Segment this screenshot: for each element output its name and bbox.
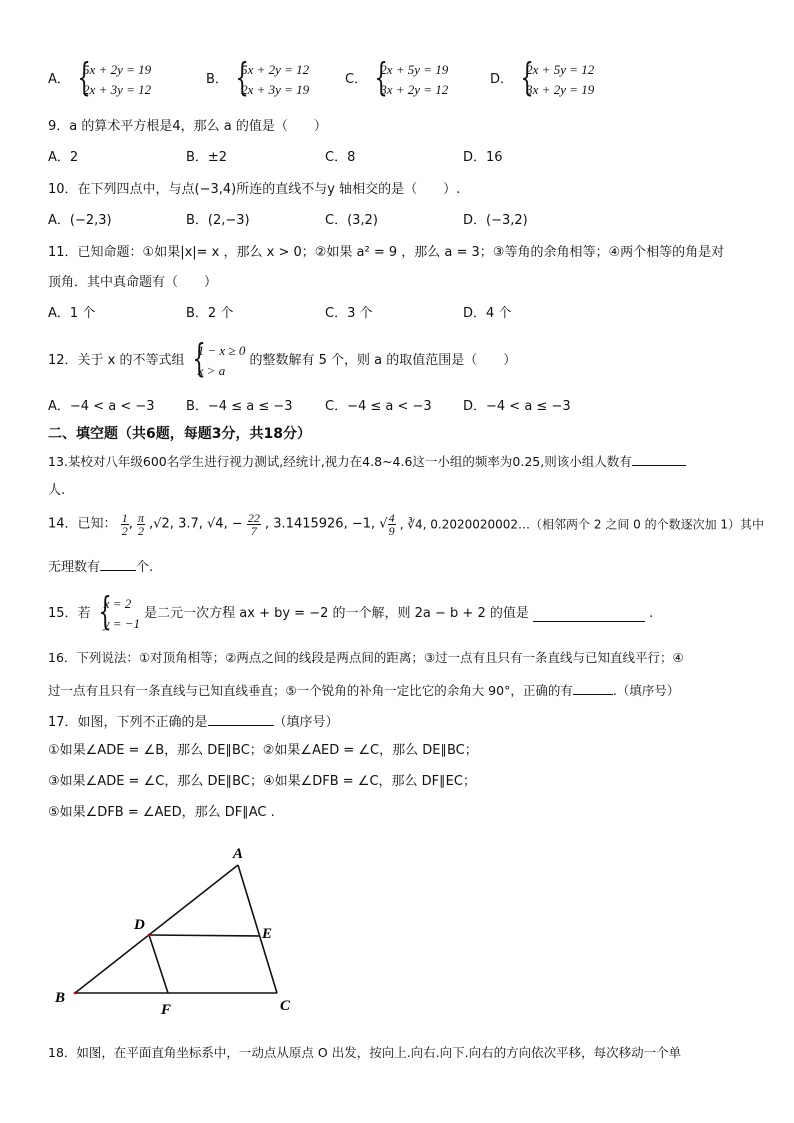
q12-option-a[interactable]: A．−4 < a < −3 bbox=[48, 399, 155, 414]
label-b: B bbox=[55, 990, 66, 1006]
label-a: A bbox=[233, 846, 244, 862]
q17-answer-blank[interactable] bbox=[208, 711, 274, 726]
q10-option-c[interactable]: C．(3,2) bbox=[325, 213, 378, 228]
sqrt-sign-icon: √ bbox=[379, 516, 388, 532]
label-e: E bbox=[262, 926, 273, 942]
fraction-22-7: $\frac{22}{7}$ bbox=[247, 511, 260, 538]
q14-stem: 14．已知： $\frac{1}{2}$ , $\frac{\pi}{2}$ ,√2, 3.7, √4, − $\frac{22}{7}$ , 3.1415926, −1, √ $\frac{4}{9}$ , ∛4, 0.2020020002…（相邻两个 2 之间 0 的个数逐次加 1）其中 bbox=[48, 511, 765, 538]
q11-option-c[interactable]: C．3 个 bbox=[325, 306, 373, 321]
geometry-figure bbox=[40, 840, 320, 1020]
q9-option-a[interactable]: A．2 bbox=[48, 150, 79, 165]
q8-option-b[interactable]: B． { 5x + 2y = 12 2x + 3y = 19 bbox=[206, 60, 309, 100]
section-heading: 二、填空题（共6题，每题3分，共18分） bbox=[48, 426, 311, 442]
label-d: D bbox=[134, 917, 145, 933]
label-f: F bbox=[161, 1002, 172, 1018]
q15-solution-system: { x = 2 y = −1 bbox=[95, 594, 140, 634]
q16-answer-blank[interactable] bbox=[573, 680, 613, 695]
q13-answer-blank[interactable] bbox=[632, 451, 686, 466]
fraction-4-9: $\frac{4}{9}$ bbox=[388, 511, 395, 538]
q9-stem: 9．a 的算术平方根是4，那么 a 的值是（ ） bbox=[48, 119, 327, 134]
q11-stem-line1: 11．已知命题：①如果|x|= x ，那么 x > 0；②如果 a² = 9 ，那么 a = 3；③等角的余角相等；④两个相等的角是对 bbox=[48, 245, 725, 260]
fraction-pi-2: $\frac{\pi}{2}$ bbox=[137, 511, 144, 538]
q13-stem: 13.某校对八年级600名学生进行视力测试,经统计,视力在4.8~4.6这一小组的频率为0.25,则该小组人数有 bbox=[48, 451, 686, 471]
q15-stem: 15．若 { x = 2 y = −1 是二元一次方程 ax + by = −2 的一个解，则 2a − b + 2 的值是 . bbox=[48, 594, 653, 634]
q17-statement-line3: ⑤如果∠DFB = ∠AED，那么 DF∥AC . bbox=[48, 805, 275, 820]
q11-option-d[interactable]: D．4 个 bbox=[463, 306, 512, 321]
q18-stem-line1: 18．如图，在平面直角坐标系中，一动点从原点 O 出发，按向上.向右.向下.向右的方向依次平移，每次移动一个单 bbox=[48, 1045, 682, 1060]
q16-stem-line1: 16．下列说法：①对顶角相等；②两点之间的线段是两点间的距离；③过一点有且只有一条直线与已知直线平行；④ bbox=[48, 650, 684, 665]
q12-option-d[interactable]: D．−4 < a ≤ −3 bbox=[463, 399, 571, 414]
q17-stem: 17．如图，下列不正确的是 （填序号） bbox=[48, 711, 339, 732]
segment-df bbox=[149, 935, 168, 993]
q14-stem-line2: 无理数有 个. bbox=[48, 556, 153, 577]
point-d-dot bbox=[148, 934, 151, 937]
q8-a-system: { 5x + 2y = 19 2x + 3y = 12 bbox=[74, 60, 151, 100]
q9-option-d[interactable]: D．16 bbox=[463, 150, 503, 165]
q12-stem: 12．关于 x 的不等式组 { 1 − x ≥ 0 x > a 的整数解有 5 个，则 a 的取值范围是（ ） bbox=[48, 341, 516, 381]
q17-statement-line2: ③如果∠ADE = ∠C，那么 DE∥BC；④如果∠DFB = ∠C，那么 DF∥EC； bbox=[48, 774, 476, 789]
segment-de bbox=[149, 935, 260, 936]
q8-option-c[interactable]: C． { 2x + 5y = 19 3x + 2y = 12 bbox=[345, 60, 448, 100]
q12-option-b[interactable]: B．−4 ≤ a ≤ −3 bbox=[186, 399, 293, 414]
label-c: C bbox=[280, 998, 291, 1014]
q13-stem-line2: 人. bbox=[48, 483, 66, 498]
q10-option-b[interactable]: B．(2,−3) bbox=[186, 213, 250, 228]
q11-option-a[interactable]: A．1 个 bbox=[48, 306, 96, 321]
q8-b-system: { 5x + 2y = 12 2x + 3y = 19 bbox=[232, 60, 309, 100]
q14-answer-blank[interactable] bbox=[100, 556, 136, 571]
segment-ab bbox=[75, 865, 238, 993]
q8-d-system: { 2x + 5y = 12 3x + 2y = 19 bbox=[517, 60, 594, 100]
q11-option-b[interactable]: B．2 个 bbox=[186, 306, 234, 321]
q9-option-c[interactable]: C．8 bbox=[325, 150, 356, 165]
q12-inequality-system: { 1 − x ≥ 0 x > a bbox=[189, 341, 246, 381]
q17-statement-line1: ①如果∠ADE = ∠B，那么 DE∥BC；②如果∠AED = ∠C，那么 DE∥BC； bbox=[48, 743, 478, 758]
q15-answer-blank[interactable] bbox=[533, 607, 645, 622]
q8-option-a[interactable]: A． { 5x + 2y = 19 2x + 3y = 12 bbox=[48, 60, 151, 100]
q11-stem-line2: 顶角．其中真命题有（ ） bbox=[48, 275, 218, 290]
q9-option-b[interactable]: B．±2 bbox=[186, 150, 228, 165]
q10-stem: 10．在下列四点中，与点(−3,4)所连的直线不与y 轴相交的是（ ）. bbox=[48, 182, 461, 197]
point-b-dot bbox=[74, 992, 77, 995]
q8-option-d[interactable]: D． { 2x + 5y = 12 3x + 2y = 19 bbox=[490, 60, 594, 100]
q10-option-a[interactable]: A．(−2,3) bbox=[48, 213, 112, 228]
q12-option-c[interactable]: C．−4 ≤ a < −3 bbox=[325, 399, 432, 414]
q16-stem-line2: 过一点有且只有一条直线与已知直线垂直；⑤一个锐角的补角一定比它的余角大 90°，正确的有 .（填序号） bbox=[48, 680, 679, 700]
fraction-1-2: $\frac{1}{2}$ bbox=[121, 511, 128, 538]
q10-option-d[interactable]: D．(−3,2) bbox=[463, 213, 528, 228]
q8-c-system: { 2x + 5y = 19 3x + 2y = 12 bbox=[371, 60, 448, 100]
